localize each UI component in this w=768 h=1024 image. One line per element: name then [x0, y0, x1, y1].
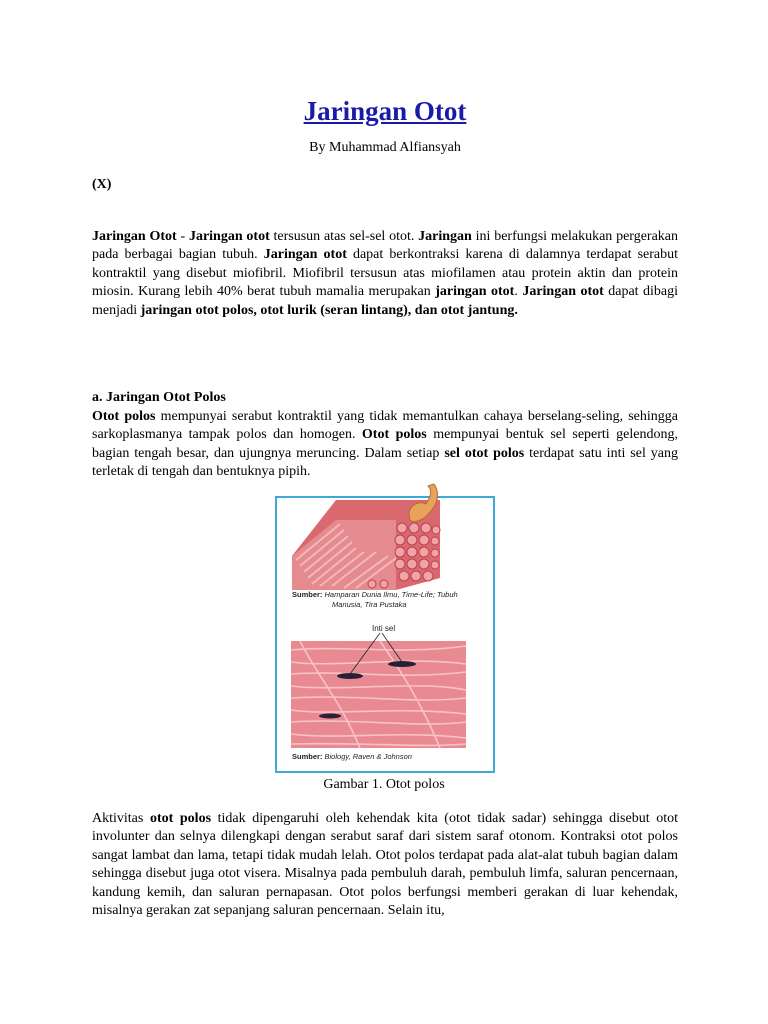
figure-source-1-cont: Manusia, Tira Pustaka: [332, 600, 407, 609]
paragraph1-segment: Jaringan otot: [188, 229, 270, 244]
paragraph1-segment: ini berfungsi melakukan pergerakan pada berbagai bagian tubuh.: [92, 229, 679, 263]
figure-caption: Gambar 1. Otot polos: [323, 777, 445, 792]
paragraph1-segment: -: [176, 229, 189, 244]
paragraph3-segment: tidak dipengaruhi oleh kehendak kita (otot tidak sadar) sehingga disebut otot involunter dan selnya dilengkapi dengan serabut saraf dari sistem saraf otonom. Kontraksi otot polos sangat lambat dan lama, tetapi tidak mudah lelah. Otot polos terdapat pada alat-alat tubuh bagian dalam sehingga disebut juga otot visera. Misalnya pada pembuluh darah, pembuluh limfa, saluran pencernaan, kandung kemih, dan saluran pernapasan. Otot polos berfungsi memberi gerakan di luar kehendak, misalnya gerakan zat sepanjang saluran pencernaan. Selain itu,: [92, 811, 678, 919]
paragraph1-segment: Jaringan Otot: [92, 229, 177, 244]
paragraph2-segment: Otot polos: [361, 427, 427, 443]
paragraph1-segment: jaringan otot: [435, 284, 515, 300]
paragraph3-segment: otot polos: [149, 811, 212, 826]
figure-source-2: Sumber: Biology, Raven & Johnson: [292, 752, 412, 761]
paragraph2-segment: sel otot polos: [444, 445, 525, 461]
paragraph1-segment: Jaringan otot: [263, 247, 347, 263]
paragraph2-segment: mempunyai bentuk sel seperti gelendong, bagian tengah besar, dan ujungnya meruncing. Dalam setiap: [92, 427, 678, 461]
paragraph3-segment: Aktivitas: [92, 811, 150, 826]
paragraph2-segment: terdapat satu inti sel yang terletak di tengah dan bentuknya pipih.: [92, 445, 679, 480]
inti-sel-label: Inti sel: [372, 624, 396, 633]
paragraph1-segment: dapat berkontraksi karena di dalamnya terdapat serabut kontraktil yang disebut miofibril. Miofibril tersusun atas miofilamen atau protein aktin dan protein miosin. Kurang lebih 40% berat tubuh mamalia merupakan: [92, 247, 679, 300]
page-title[interactable]: Jaringan Otot: [303, 96, 467, 126]
paragraph1-segment: dapat dibagi menjadi: [92, 284, 679, 318]
section-heading-otot-polos: a. Jaringan Otot Polos: [92, 390, 226, 405]
author-line: By Muhammad Alfiansyah: [309, 140, 461, 155]
paragraph1-segment: Jaringan otot: [522, 284, 604, 300]
paragraph2-segment: Otot polos: [92, 409, 156, 424]
paragraph1-segment: Jaringan: [418, 229, 472, 244]
intro-paragraph: [92, 228, 678, 320]
paragraph2-segment: mempunyai serabut kontraktil yang tidak memantulkan cahaya berselang-seling, sehingga sarkoplasmanya tampak polos dan homogen.: [92, 409, 678, 443]
figure-source-1: Sumber: Hamparan Dunia Ilmu, Time-Life; Tubuh: [292, 590, 458, 599]
paragraph1-segment: jaringan otot polos, otot lurik (seran lintang), dan otot jantung.: [140, 302, 518, 318]
otot-polos-paragraph: [92, 408, 678, 482]
aktivitas-paragraph: [92, 810, 678, 920]
paragraph1-segment: tersusun atas sel-sel otot.: [269, 229, 419, 244]
section-marker: (X): [92, 177, 112, 192]
figure-otot-polos: [275, 496, 495, 773]
paragraph1-segment: .: [514, 284, 523, 300]
